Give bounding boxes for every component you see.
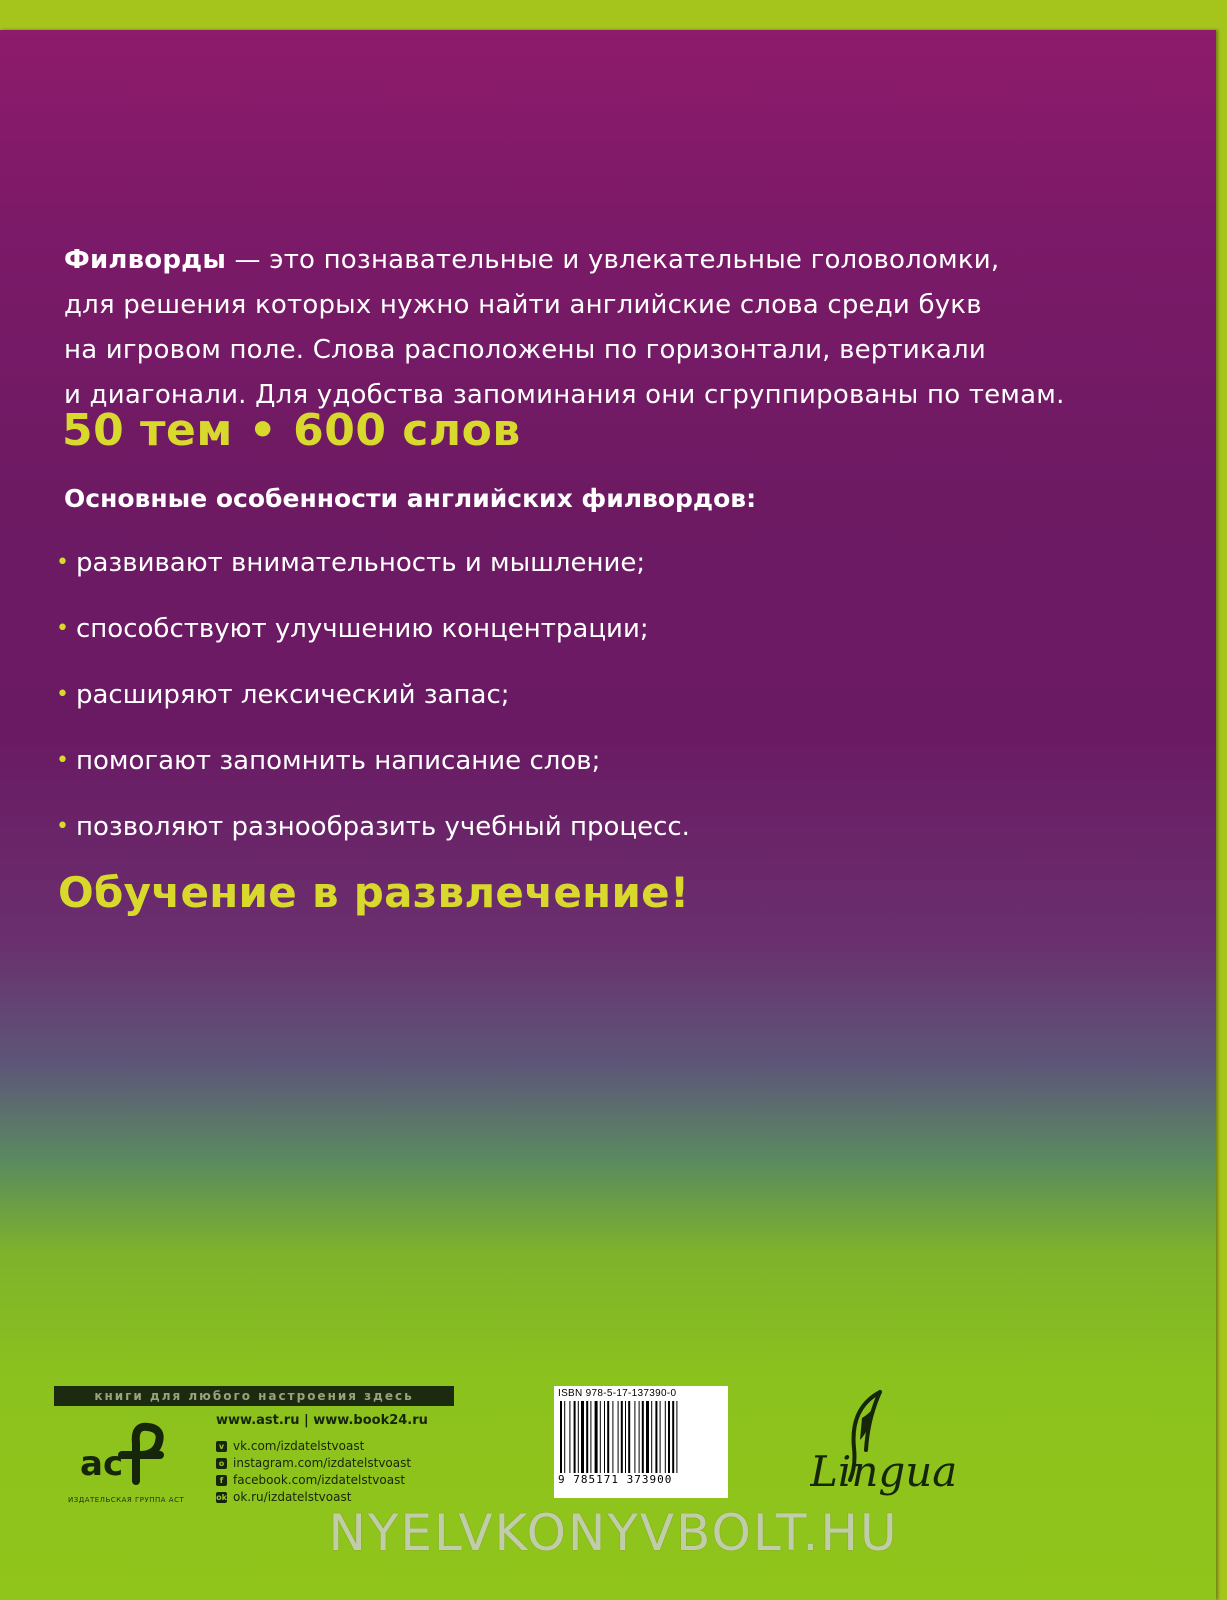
feature-text: расширяют лексический запас; bbox=[76, 680, 510, 710]
intro-line-2: для решения которых нужно найти английские слова среди букв bbox=[64, 290, 982, 320]
barcode-bar bbox=[651, 1401, 652, 1473]
barcode-bar bbox=[607, 1401, 609, 1473]
ast-logo-icon bbox=[78, 1415, 188, 1487]
barcode-bar bbox=[628, 1401, 630, 1473]
intro-line-4: и диагонали. Для удобства запоминания они сгруппированы по темам. bbox=[64, 380, 1065, 410]
intro-line-3: на игровом поле. Слова расположены по горизонтали, вертикали bbox=[64, 335, 986, 365]
facebook-icon: f bbox=[216, 1475, 227, 1486]
social-link-text: facebook.com/izdatelstvoast bbox=[233, 1473, 406, 1487]
publisher-links bbox=[216, 1413, 428, 1506]
social-link-text: ok.ru/izdatelstvoast bbox=[233, 1490, 352, 1504]
feature-item bbox=[56, 804, 690, 870]
barcode-bar bbox=[642, 1401, 644, 1473]
lingua-logo-icon bbox=[810, 1388, 1010, 1508]
publisher-websites[interactable]: www.ast.ru | www.book24.ru bbox=[216, 1413, 428, 1428]
feature-item bbox=[56, 672, 690, 738]
barcode-bar bbox=[618, 1401, 619, 1473]
lingua-text: Lingua bbox=[810, 1447, 958, 1496]
intro-paragraph bbox=[64, 238, 1174, 418]
barcode-bar bbox=[625, 1401, 626, 1473]
isbn-digits: 9 785171 373900 bbox=[558, 1473, 673, 1486]
barcode-bar bbox=[595, 1401, 598, 1473]
barcode-bar bbox=[676, 1401, 677, 1473]
barcode-bar bbox=[672, 1401, 674, 1473]
stats-headline: 50 тем • 600 слов bbox=[62, 405, 521, 456]
bullet-icon: • bbox=[56, 682, 69, 707]
social-link-vk[interactable] bbox=[216, 1438, 428, 1455]
features-title: Основные особенности английских филвордов: bbox=[64, 484, 757, 513]
isbn-label: ISBN 978-5-17-137390-0 bbox=[558, 1388, 677, 1399]
social-link-instagram[interactable] bbox=[216, 1455, 428, 1472]
bullet-icon: • bbox=[56, 748, 69, 773]
feature-item bbox=[56, 606, 690, 672]
bullet-icon: • bbox=[56, 616, 69, 641]
barcode-bar bbox=[581, 1401, 584, 1473]
intro-term: Филворды bbox=[64, 245, 227, 275]
feature-item bbox=[56, 738, 690, 804]
slogan: Обучение в развлечение! bbox=[58, 868, 690, 917]
barcode-bar bbox=[660, 1401, 661, 1473]
publisher-tagline: книги для любого настроения здесь bbox=[54, 1386, 454, 1406]
barcode-bar bbox=[578, 1401, 579, 1473]
barcode-bar bbox=[574, 1401, 576, 1473]
barcode-bar bbox=[612, 1401, 613, 1473]
watermark: NYELVKONYVBOLT.HU bbox=[328, 1504, 899, 1562]
barcode-bar bbox=[665, 1401, 666, 1473]
barcode-bar bbox=[590, 1401, 591, 1473]
feature-text: позволяют разнообразить учебный процесс. bbox=[76, 812, 690, 842]
features-list bbox=[56, 540, 690, 870]
bullet-icon: • bbox=[56, 550, 69, 575]
barcode-icon bbox=[558, 1401, 722, 1473]
social-link-facebook[interactable] bbox=[216, 1472, 428, 1489]
publisher-caption: ИЗДАТЕЛЬСКАЯ ГРУППА АСТ bbox=[68, 1496, 185, 1504]
barcode-bar bbox=[639, 1401, 640, 1473]
feature-text: способствуют улучшению концентрации; bbox=[76, 614, 649, 644]
isbn-barcode-box bbox=[554, 1386, 728, 1498]
instagram-icon: o bbox=[216, 1458, 227, 1469]
vk-icon: v bbox=[216, 1441, 227, 1452]
barcode-bar bbox=[600, 1401, 601, 1473]
barcode-bar bbox=[586, 1401, 588, 1473]
barcode-bar bbox=[646, 1401, 649, 1473]
intro-line-1: — это познавательные и увлекательные головоломки, bbox=[226, 245, 1000, 275]
barcode-bar bbox=[668, 1401, 670, 1473]
social-link-text: instagram.com/izdatelstvoast bbox=[233, 1456, 412, 1470]
feature-text: развивают внимательность и мышление; bbox=[76, 548, 646, 578]
barcode-bar bbox=[634, 1401, 635, 1473]
barcode-bar bbox=[604, 1401, 605, 1473]
ast-logo-text: ac bbox=[80, 1444, 124, 1484]
barcode-bar bbox=[569, 1401, 570, 1473]
social-link-text: vk.com/izdatelstvoast bbox=[233, 1439, 365, 1453]
barcode-bar bbox=[560, 1401, 562, 1473]
barcode-bar bbox=[621, 1401, 623, 1473]
ok-icon: ok bbox=[216, 1493, 227, 1502]
bullet-icon: • bbox=[56, 814, 69, 839]
barcode-bar bbox=[564, 1401, 565, 1473]
feature-text: помогают запомнить написание слов; bbox=[76, 746, 601, 776]
barcode-bar bbox=[655, 1401, 657, 1473]
feature-item bbox=[56, 540, 690, 606]
